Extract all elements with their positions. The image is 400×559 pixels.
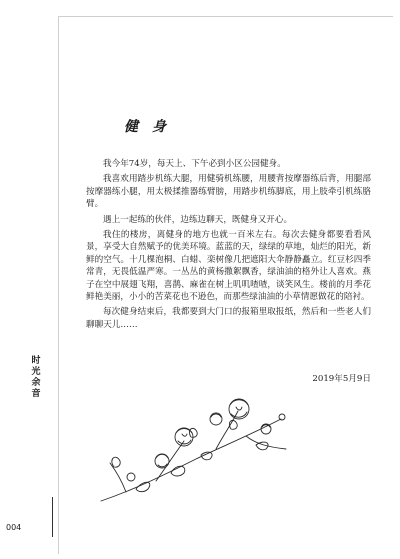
article-body — [86, 158, 371, 331]
paragraph-5: 每次健身结束后，我都要到大门口的报箱里取报纸，然后和一些老人们聊聊天儿…… — [86, 307, 371, 330]
paragraph-3: 遇上一起练的伙伴，边练边聊天，既健身又开心。 — [103, 214, 293, 225]
paragraph-1: 我今年74岁，每天上、下午必到小区公园健身。 — [103, 159, 286, 169]
paragraph-4: 我住的楼房，离健身的地方也就一百米左右。每次去健身都要看看风景，享受大自然赋予的优美环境。蓝蓝的天，绿绿的草地，灿烂的阳光，新鲜的空气。十几棵泡桐、白蜡、栾树像几把遮阳大伞静静矗立。红豆杉四季常青，无畏低温严寒。一丛丛的黄杨撒絮飘香，绿油油的格外让人喜欢。燕子在空中展翅飞翔，喜鹊、麻雀在树上叽叽喳喳，谈笑风生。楼前的月季花鲜艳美丽，小小的苦菜花也不逊色，而那些绿油油的小草情愿做花的陪衬。 — [86, 230, 371, 303]
chapter-title: 健身 — [124, 119, 180, 135]
book-side-title: 时光余音 — [31, 356, 41, 399]
page-number: 004 — [6, 523, 22, 532]
date-line: 2019年5月9日 — [312, 374, 371, 384]
flower-branch-illustration — [96, 389, 296, 509]
paragraph-2: 我喜欢用踏步机练大腿，用健骑机练腰，用腰背按摩器练后背，用腿部按摩器练小腿，用太极揉推器练臂膀，用踏步机练脚底，用上肢牵引机练胳臂。 — [86, 174, 371, 210]
page-number-rule — [52, 497, 53, 537]
